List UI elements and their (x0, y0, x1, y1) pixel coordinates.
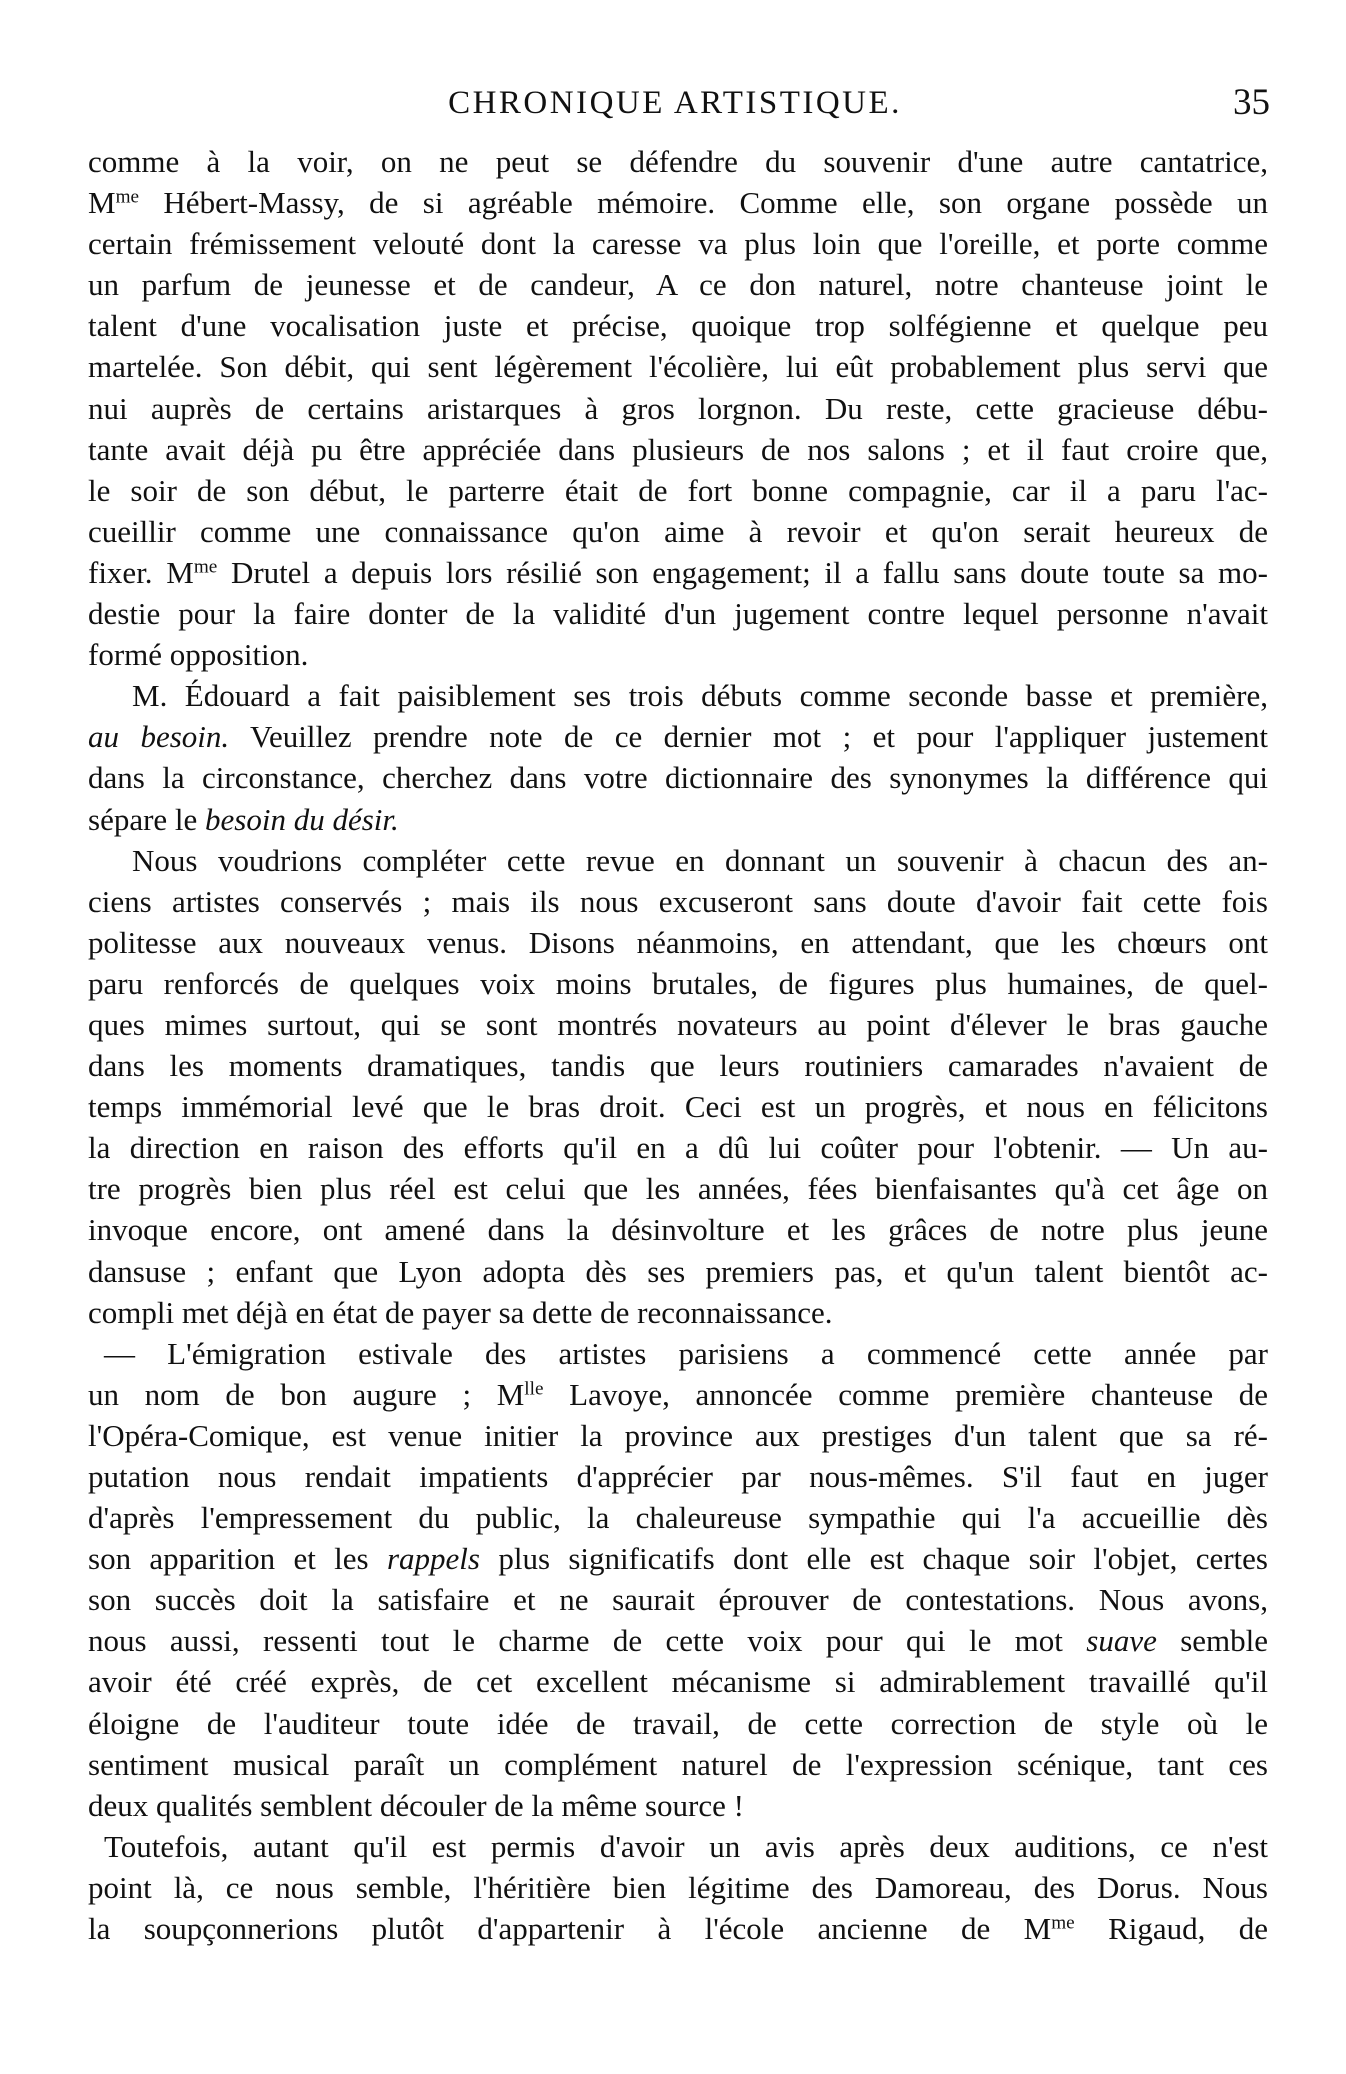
superscript: me (1051, 1912, 1075, 1934)
text-line: un nom de bon augure ; $M^{lle}$ Lavoye, annoncée comme première chanteuse de (88, 1376, 1269, 1412)
paragraph-start-line: — L'émigration estivale des artistes parisiens a commencé cette année par (104, 1335, 1268, 1371)
text-line: deux qualités semblent découler de la même source ! (88, 1787, 744, 1823)
text-line: paru renforcés de quelques voix moins brutales, de figures plus humaines, de quel- (88, 965, 1268, 1001)
superscript: lle (524, 1378, 544, 1400)
running-title: CHRONIQUE ARTISTIQUE. (448, 85, 902, 121)
text-line: nui auprès de certains aristarques à gros lorgnon. Du reste, cette gracieuse débu- (88, 390, 1268, 426)
text-line: temps immémorial levé que le bras droit. Ceci est un progrès, et nous en félicitons (88, 1089, 1268, 1125)
text-line: politesse aux nouveaux venus. Disons néanmoins, en attendant, que les chœurs ont (88, 924, 1268, 960)
text-line: tre progrès bien plus réel est celui que les années, fées bienfaisantes qu'à cet âge on (88, 1171, 1268, 1207)
text-line: point là, ce nous semble, l'héritière bien légitime des Damoreau, des Dorus. Nous (88, 1869, 1268, 1905)
superscript: me (193, 556, 218, 578)
text-line: destie pour la faire donter de la validité d'un jugement contre lequel personne n'avait (88, 596, 1268, 632)
text-line: son succès doit la satisfaire et ne saurait éprouver de contestations. Nous avons, (88, 1582, 1268, 1618)
text-line: certain frémissement velouté dont la caresse va plus loin que l'oreille, et porte comme (88, 226, 1268, 262)
text-line: nous aussi, ressenti tout le charme de cette voix pour qui le mot suave semble (88, 1623, 1268, 1659)
text-line: invoque encore, ont amené dans la désinvolture et les grâces de notre plus jeune (88, 1212, 1268, 1248)
text-line: au besoin. Veuillez prendre note de ce dernier mot ; et pour l'appliquer justement (88, 719, 1268, 755)
text-line: avoir été créé exprès, de cet excellent mécanisme si admirablement travaillé qu'il (88, 1664, 1268, 1700)
text-line: dans les moments dramatiques, tandis que leurs routiniers camarades n'avaient de (88, 1048, 1268, 1084)
paragraph-start-line: Nous voudrions compléter cette revue en donnant un souvenir à chacun des an- (132, 842, 1268, 878)
text-line: talent d'une vocalisation juste et précise, quoique trop solfégienne et quelque peu (88, 308, 1268, 344)
text-line: son apparition et les rappels plus significatifs dont elle est chaque soir l'objet, certes (88, 1541, 1268, 1577)
paragraph-start-line: Toutefois, autant qu'il est permis d'avoir un avis après deux auditions, ce n'est (104, 1828, 1268, 1864)
text-line: un parfum de jeunesse et de candeur, A ce don naturel, notre chanteuse joint le (88, 267, 1268, 303)
superscript: me (115, 186, 140, 208)
page-number: 35 (1233, 82, 1270, 123)
text-line: l'Opéra-Comique, est venue initier la province aux prestiges d'un talent que sa ré- (88, 1417, 1268, 1453)
text-line: comme à la voir, on ne peut se défendre du souvenir d'une autre cantatrice, (88, 144, 1268, 179)
text-line: formé opposition. (88, 637, 309, 673)
italic-text: besoin du désir. (205, 801, 399, 837)
text-line: dans la circonstance, cherchez dans votre dictionnaire des synonymes la différence qui (88, 760, 1268, 796)
text-line: la direction en raison des efforts qu'il en a dû lui coûter pour l'obtenir. — Un au- (88, 1130, 1268, 1166)
text-line: cueillir comme une connaissance qu'on aime à revoir et qu'on serait heureux de (88, 513, 1268, 549)
text-line: le soir de son début, le parterre était de fort bonne compagnie, car il a paru l'ac- (88, 472, 1268, 508)
body-text (88, 141, 1268, 1949)
text-line: compli met déjà en état de payer sa dette de reconnaissance. (88, 1294, 833, 1330)
text-line: d'après l'empressement du public, la chaleureuse sympathie qui l'a accueillie dès (88, 1500, 1268, 1536)
text-line: dansuse ; enfant que Lyon adopta dès ses premiers pas, et qu'un talent bientôt ac- (88, 1253, 1268, 1289)
text-line: ques mimes surtout, qui se sont montrés novateurs au point d'élever le bras gauche (88, 1006, 1268, 1042)
text-line: fixer. $M^{me}$ Drutel a depuis lors résilié son engagement; il a fallu sans doute toute sa mo- (88, 554, 1268, 590)
text-line: la soupçonnerions plutôt d'appartenir à l'école ancienne de $M^{me}$ Rigaud, de (88, 1911, 1268, 1947)
italic-text: rappels (386, 1541, 480, 1577)
italic-text: suave (1086, 1623, 1157, 1659)
text-line: ciens artistes conservés ; mais ils nous excuseront sans doute d'avoir fait cette fois (88, 883, 1268, 919)
text-line: sépare le besoin du désir. (88, 801, 399, 837)
paragraph-start-line: M. Édouard a fait paisiblement ses trois débuts comme seconde basse et première, (132, 678, 1268, 714)
text-line: éloigne de l'auditeur toute idée de travail, de cette correction de style où le (88, 1705, 1268, 1741)
text-line: putation nous rendait impatients d'apprécier par nous-mêmes. S'il faut en juger (88, 1459, 1268, 1494)
page-header (80, 78, 1270, 128)
italic-text: au besoin. (88, 719, 230, 755)
text-line: martelée. Son débit, qui sent légèrement l'écolière, lui eût probablement plus servi que (88, 349, 1268, 385)
text-line: $M^{me}$ Hébert-Massy, de si agréable mémoire. Comme elle, son organe possède un (88, 185, 1268, 221)
text-line: tante avait déjà pu être appréciée dans plusieurs de nos salons ; et il faut croire que, (88, 431, 1268, 467)
text-line: sentiment musical paraît un complément naturel de l'expression scénique, tant ces (88, 1746, 1268, 1782)
